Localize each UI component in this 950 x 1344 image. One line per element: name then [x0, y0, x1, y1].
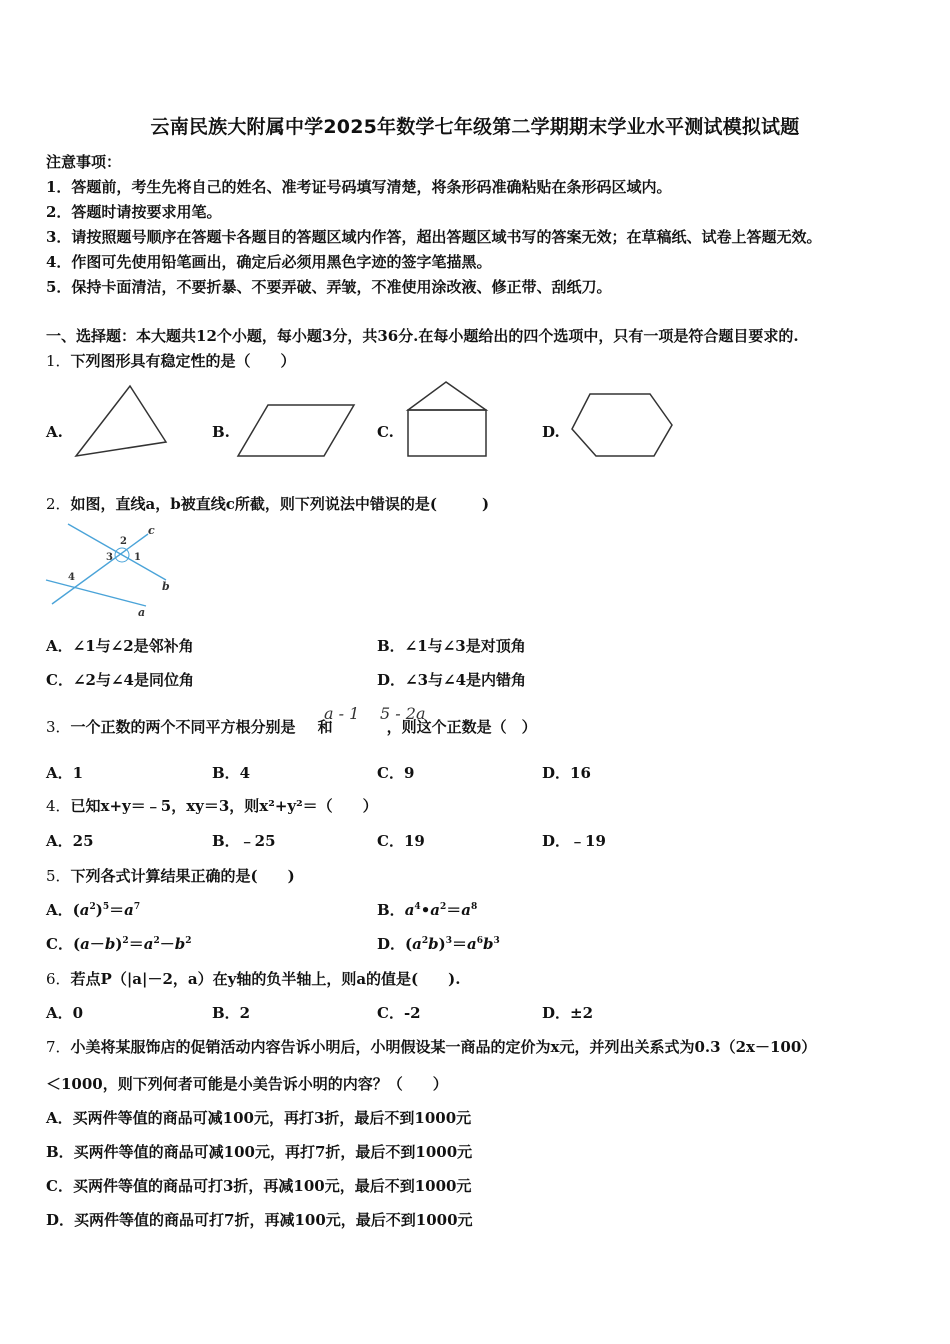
q7-option-d: D．买两件等值的商品可打7折，再减100元，最后不到1000元: [46, 1211, 473, 1229]
note-item: 5．保持卡面清洁，不要折暴、不要弄破、弄皱，不准使用涂改液、修正带、刮纸刀。: [46, 278, 612, 296]
q7-option-a: A．买两件等值的商品可减100元，再打3折，最后不到1000元: [46, 1109, 472, 1127]
lines-figure: [40, 522, 190, 620]
label-b: b: [162, 580, 170, 593]
question-text: 若点P（|a|－2，a）在y轴的负半轴上，则a的值是( ).: [70, 970, 461, 988]
expression-a-minus-1: a - 1: [324, 704, 360, 723]
angle-4: 4: [68, 572, 75, 583]
question-1: [46, 351, 296, 371]
question-text: 已知x+y＝﹣5，xy＝3，则x²+y²＝（ ）: [70, 797, 378, 815]
q6-option-b: B．2: [212, 1004, 251, 1022]
question-text: ，则这个正数是（ ）: [386, 718, 537, 736]
option-b-label: B.: [212, 423, 230, 441]
option-a-label: A.: [46, 423, 63, 441]
angle-2: 2: [120, 536, 127, 547]
q3-option-b: B．4: [212, 764, 251, 782]
note-item: 4．作图可先使用铅笔画出，确定后必须用黑色字迹的签字笔描黑。: [46, 253, 492, 271]
q7-option-c: C．买两件等值的商品可打3折，再减100元，最后不到1000元: [46, 1177, 472, 1195]
question-text: 下列图形具有稳定性的是（ ）: [70, 352, 296, 370]
question-number: 6．: [46, 970, 71, 988]
line-a: [46, 580, 146, 606]
notes-heading: 注意事项：: [46, 153, 122, 171]
angle-3: 3: [106, 552, 113, 563]
parallelogram-figure: [236, 402, 358, 460]
q3-option-d: D．16: [542, 764, 591, 782]
label-a: a: [138, 606, 146, 619]
q2-option-b: B．∠1与∠3是对顶角: [377, 637, 526, 655]
hexagon-figure: [568, 392, 676, 460]
option-d-label: D.: [542, 423, 560, 441]
option-c-label: C.: [377, 423, 394, 441]
question-number: 4．: [46, 797, 71, 815]
q2-option-d: D．∠3与∠4是内错角: [377, 671, 527, 689]
question-7-continued: ＜1000，则下列何者可能是小美告诉小明的内容？（ ）: [46, 1075, 448, 1093]
question-text-and: 和: [317, 718, 333, 736]
q2-option-a: A．∠1与∠2是邻补角: [46, 637, 194, 655]
note-item: 2．答题时请按要求用笔。: [46, 203, 222, 221]
q3-option-a: A．1: [46, 764, 84, 782]
label-c: c: [148, 524, 155, 537]
expression-5-minus-2a: 5 - 2a: [380, 704, 426, 723]
question-2: [46, 494, 489, 514]
q5-option-c: C．$(a-b)^2=a^2-b^2$: [46, 935, 192, 953]
q4-option-c: C．19: [377, 832, 425, 850]
question-text: 小美将某服饰店的促销活动内容告诉小明后，小明假设某一商品的定价为x元，并列出关系式为0.3（2x－100）: [70, 1038, 817, 1056]
q3-option-c: C．9: [377, 764, 415, 782]
question-number: 5．: [46, 867, 71, 885]
question-3: [46, 717, 537, 737]
section-heading: 一、选择题：本大题共12个小题，每小题3分，共36分.在每小题给出的四个选项中，只有一项是符合题目要求的.: [46, 327, 799, 345]
angle-1: 1: [134, 552, 141, 563]
q5-option-b: B．$a^4•a^2=a^8$: [377, 901, 478, 919]
question-text: 如图，直线a，b被直线c所截，则下列说法中错误的是( ): [70, 495, 490, 513]
q5-option-d: D．$(a^2b)^3=a^6b^3$: [377, 935, 500, 953]
q7-option-b: B．买两件等值的商品可减100元，再打7折，最后不到1000元: [46, 1143, 473, 1161]
q6-option-a: A．0: [46, 1004, 84, 1022]
q4-option-d: D．﹣19: [542, 832, 606, 850]
question-number: 2．: [46, 495, 71, 513]
question-text: 一个正数的两个不同平方根分别是: [70, 718, 296, 736]
question-4: [46, 796, 378, 816]
question-number: 1．: [46, 352, 71, 370]
question-text: 下列各式计算结果正确的是( ): [70, 867, 295, 885]
q5-option-a: A．$(a^2)^5=a^7$: [46, 901, 141, 919]
note-item: 3．请按照题号顺序在答题卡各题目的答题区域内作答，超出答题区域书写的答案无效；在草稿纸、试卷上答题无效。: [46, 228, 822, 246]
triangle-figure: [72, 384, 172, 460]
question-7: [46, 1037, 816, 1057]
q2-option-c: C．∠2与∠4是同位角: [46, 671, 194, 689]
q4-option-b: B．﹣25: [212, 832, 276, 850]
question-number: 7．: [46, 1038, 71, 1056]
house-figure: [404, 380, 490, 460]
question-number: 3．: [46, 718, 71, 736]
question-6: [46, 969, 460, 989]
q4-option-a: A．25: [46, 832, 94, 850]
q6-option-d: D．±2: [542, 1004, 594, 1022]
question-5: [46, 866, 295, 886]
note-item: 1．答题前，考生先将自己的姓名、准考证号码填写清楚，将条形码准确粘贴在条形码区域内。: [46, 178, 672, 196]
page-title: 云南民族大附属中学2025年数学七年级第二学期期末学业水平测试模拟试题: [150, 116, 800, 138]
q6-option-c: C．-2: [377, 1004, 421, 1022]
